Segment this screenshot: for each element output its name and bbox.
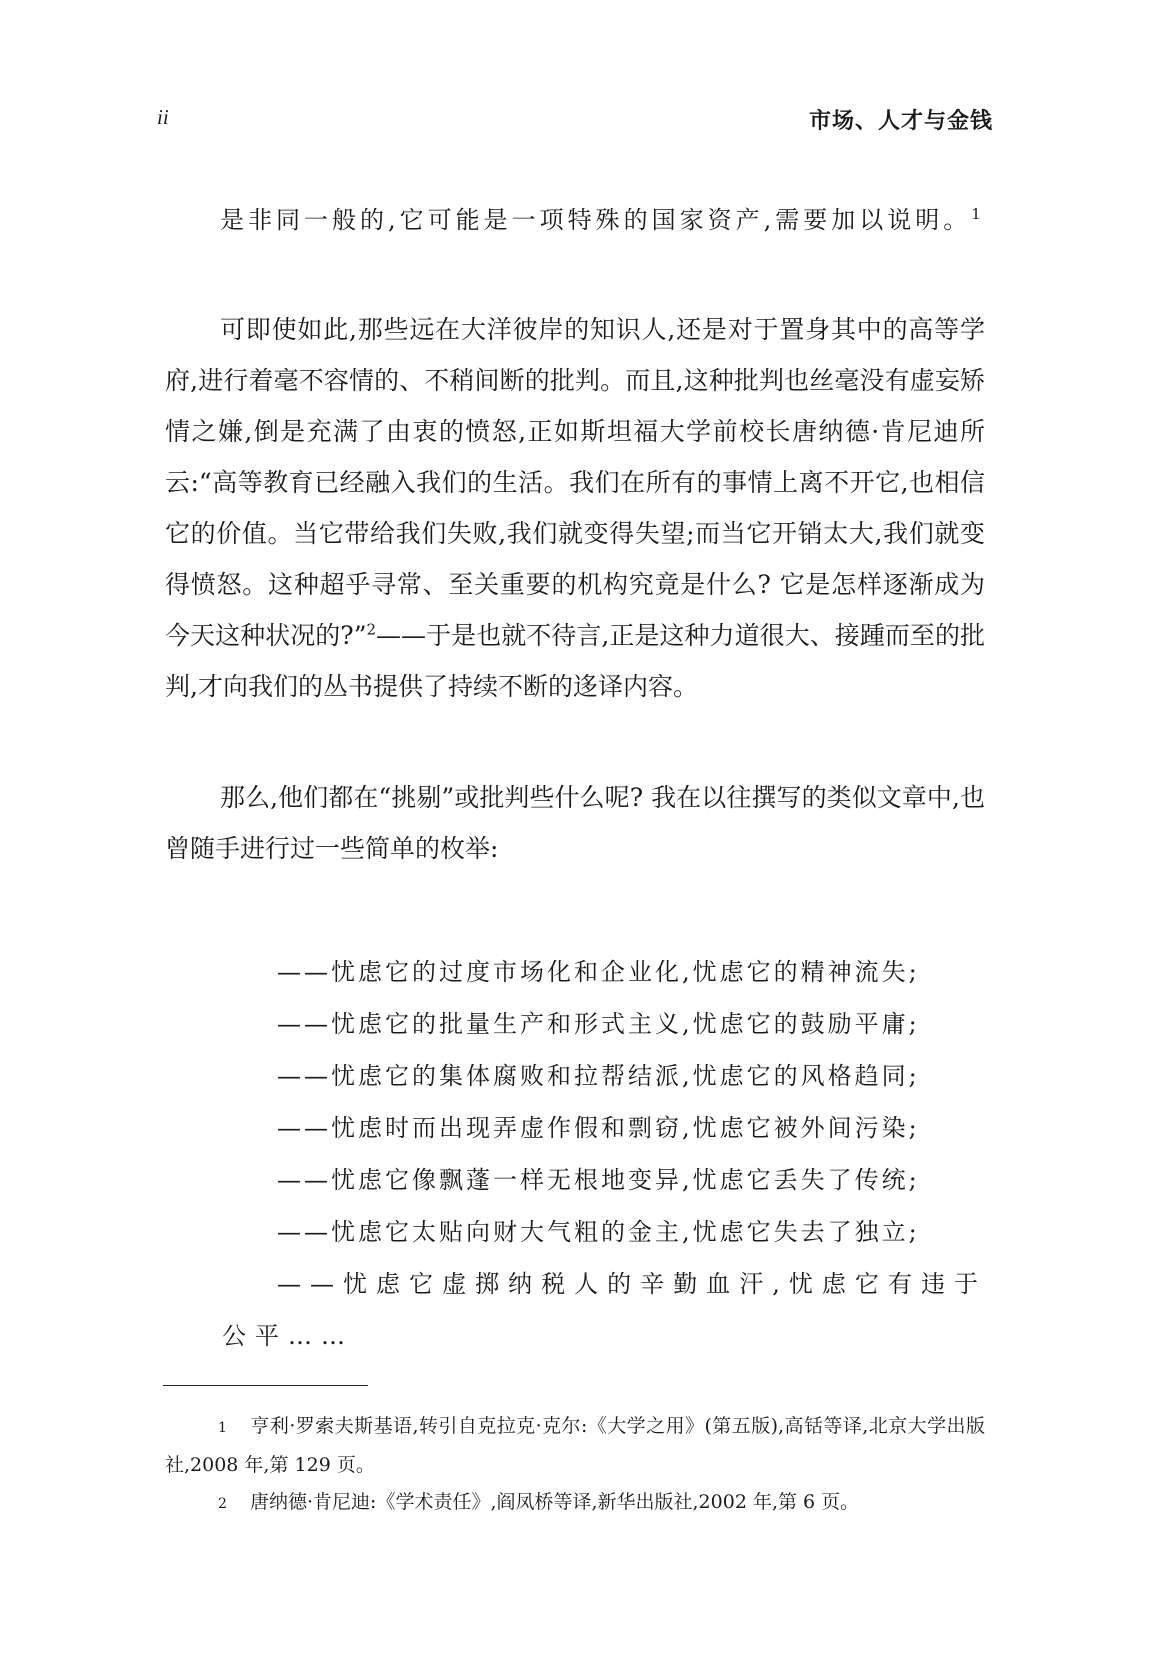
footnote-1 — [165, 1408, 985, 1484]
list-item: ——忧虑它的批量生产和形式主义,忧虑它的鼓励平庸; — [277, 1010, 920, 1038]
footnote-divider — [163, 1385, 368, 1386]
running-head: 市场、人才与金钱 — [808, 108, 993, 134]
footnote-text: 亨利·罗索夫斯基语,转引自克拉克·克尔:《大学之用》(第五版),高铦等译,北京大学出版社,2008 年,第 129 页。 — [165, 1415, 985, 1476]
continuation-text: 是非同一般的,它可能是一项特殊的国家资产,需要加以说明。 — [220, 206, 972, 234]
body-paragraph-1 — [165, 304, 985, 712]
list-item: ——忧虑它虚掷纳税人的辛勤血汗,忧虑它有违于公平…… — [222, 1270, 987, 1350]
footnote-number: 2 — [218, 1496, 227, 1512]
footnote-2 — [165, 1484, 985, 1523]
page-number: ii — [157, 105, 169, 129]
list-item: ——忧虑它的集体腐败和拉帮结派,忧虑它的风格趋同; — [277, 1062, 920, 1090]
list-item: ——忧虑它的过度市场化和企业化,忧虑它的精神流失; — [277, 958, 920, 986]
footnote-ref-2[interactable]: 2 — [366, 620, 377, 639]
list-item: ——忧虑时而出现弄虚作假和剽窃,忧虑它被外间污染; — [277, 1114, 920, 1142]
concern-list — [222, 946, 987, 1362]
list-item: ——忧虑它像飘蓬一样无根地变异,忧虑它丢失了传统; — [277, 1166, 920, 1194]
paragraph-1-text-a: 可即使如此,那些远在大洋彼岸的知识人,还是对于置身其中的高等学府,进行着毫不容情的、不稍间断的批判。而且,这种批判也丝毫没有虚妄矫情之嫌,倒是充满了由衷的愤怒,正如斯坦福大学前校长唐纳德·肯尼迪所云:“高等教育已经融入我们的生活。我们在所有的事情上离不开它,也相信它的价值。当它带给我们失败,我们就变得失望;而当它开销太大,我们就变得愤怒。这种超乎寻常、至关重要的机构究竟是什么? 它是怎样逐渐成为今天这种状况的?” — [165, 315, 985, 650]
paragraph-1-text-b: ——于是也就不待言,正是这种力道很大、接踵而至的批判,才向我们的丛书提供了持续不断的迻译内容。 — [165, 621, 986, 701]
footnotes — [165, 1408, 985, 1523]
footnote-number: 1 — [218, 1420, 227, 1436]
footnote-ref-1[interactable]: 1 — [971, 205, 981, 223]
body-paragraph-2: 那么,他们都在“挑剔”或批判些什么呢? 我在以往撰写的类似文章中,也曾随手进行过一些简单的枚举: — [165, 783, 985, 863]
footnote-text: 唐纳德·肯尼迪:《学术责任》,阎凤桥等译,新华出版社,2002 年,第 6 页。 — [250, 1491, 860, 1513]
continuation-line — [220, 200, 981, 235]
list-item: ——忧虑它太贴向财大气粗的金主,忧虑它失去了独立; — [277, 1218, 920, 1246]
